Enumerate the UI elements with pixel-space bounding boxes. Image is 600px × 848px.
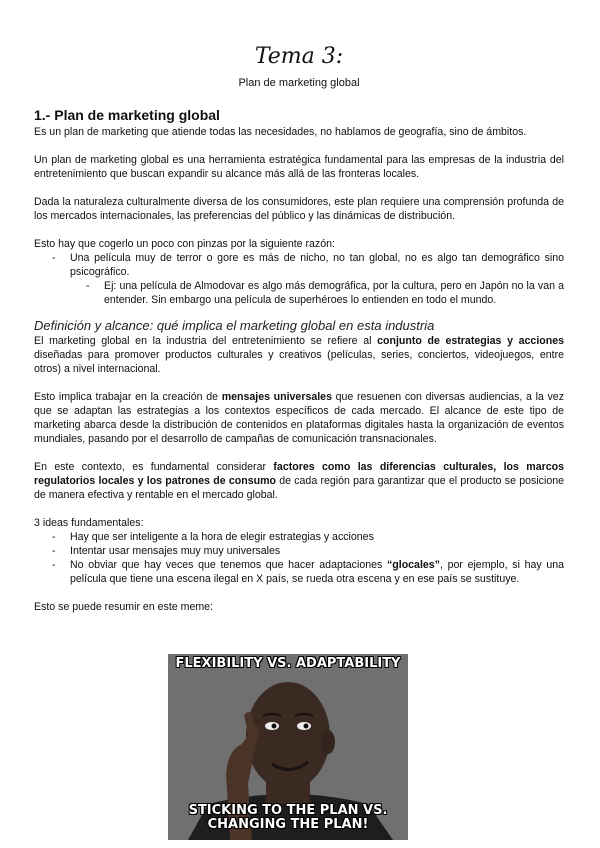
paragraph: 3 ideas fundamentales: [34, 517, 144, 529]
document-title: Tema 3: [254, 44, 344, 69]
paragraph: Es un plan de marketing que atiende todas las necesidades, no hablamos de geografía, sino de ámbitos. [34, 126, 527, 138]
bullet-list [34, 251, 564, 307]
list-item: - No obviar que hay veces que tenemos que hacer adaptaciones “glocales”, por ejemplo, si hay una película que tiene una escena ilegal en X país, se rueda otra escena y en ese país se sustituye. [34, 558, 564, 586]
meme-top-text: FLEXIBILITY VS. ADAPTABILITY [175, 656, 401, 671]
bullet-list [34, 530, 564, 586]
meme-bottom-text: STICKING TO THE PLAN VS. CHANGING THE PLAN! [188, 803, 388, 832]
paragraph: Esto se puede resumir en este meme: [34, 601, 214, 613]
paragraph: Esto hay que cogerlo un poco con pinzas por la siguiente razón: [34, 238, 335, 250]
document-body [34, 106, 564, 614]
paragraph: El marketing global en la industria del entretenimiento se refiere al conjunto de estrategias y acciones diseñadas para promover productos culturales y creativos (películas, series, conciertos, videojuegos, entre otros) a nivel internacional. [34, 335, 564, 375]
list-item: - Una película muy de terror o gore es más de nicho, no tan global, no es algo tan demográfico sino psicográfico. [34, 251, 564, 279]
list-item: - Intentar usar mensajes muy muy universales [34, 544, 564, 558]
section-heading: 1.- Plan de marketing global [34, 107, 220, 123]
list-item: - Ej: una película de Almodovar es algo más demográfica, por la cultura, pero en Japón no la van a entender. Sin embargo una película de superhéroes lo entienden en todo el mundo. [34, 279, 564, 307]
document-subtitle: Plan de marketing global [238, 77, 360, 89]
meme-image [168, 654, 408, 840]
paragraph: En este contexto, es fundamental considerar factores como las diferencias culturales, los marcos regulatorios locales y los patrones de consumo de cada región para garantizar que el producto se posicione de manera efectiva y rentable en el mercado global. [34, 461, 564, 501]
paragraph: Un plan de marketing global es una herramienta estratégica fundamental para las empresas de la industria del entretenimiento que buscan expandir su alcance más allá de las fronteras locales. [34, 154, 564, 180]
list-item: - Hay que ser inteligente a la hora de elegir estrategias y acciones [34, 530, 564, 544]
paragraph: Esto implica trabajar en la creación de mensajes universales que resuenen con diversas audiencias, a la vez que se adaptan las estrategias a los contextos específicos de cada mercado. El alcance de este tipo de marketing abarca desde la distribución de contenidos en plataformas digitales hasta la organización de eventos mundiales, pasando por el desarrollo de campañas de comunicación transnacionales. [34, 391, 564, 445]
subsection-heading: Definición y alcance: qué implica el marketing global en esta industria [34, 318, 435, 333]
paragraph: Dada la naturaleza culturalmente diversa de los consumidores, este plan requiere una comprensión profunda de los mercados internacionales, las preferencias del público y las dinámicas de distribución. [34, 196, 564, 222]
